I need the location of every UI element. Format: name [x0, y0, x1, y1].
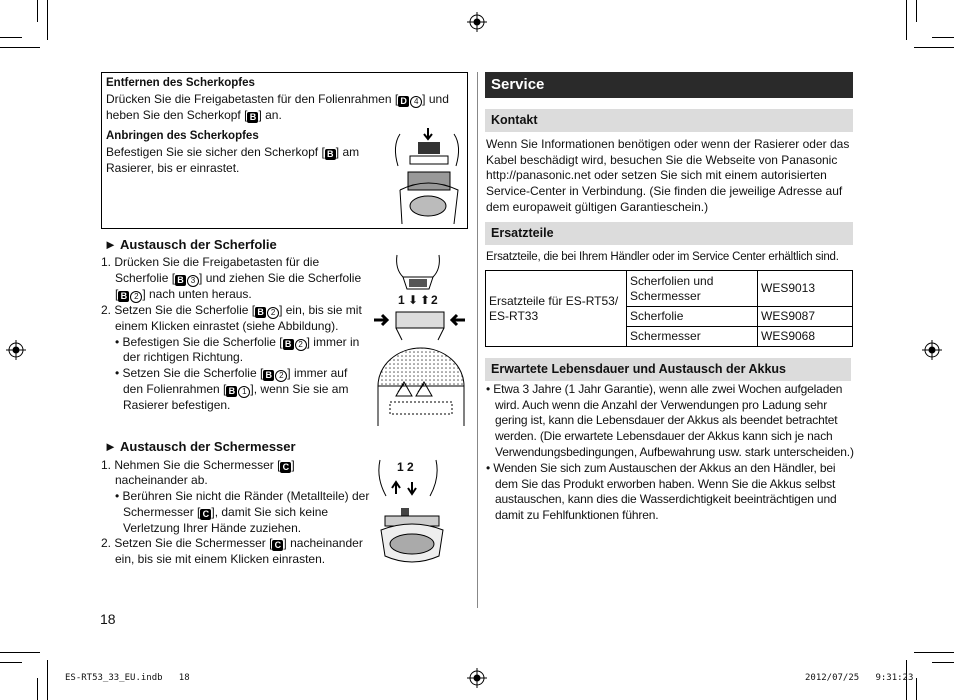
blade-insert-illustration [379, 506, 445, 570]
ref-badge: B [255, 307, 266, 318]
part-code: WES9013 [758, 271, 853, 307]
contact-line: Kabel beschädigt wird, besuchen Sie die Webseite von Panasonic [486, 152, 838, 167]
registration-mark-icon [467, 668, 487, 688]
foil-bullet2-c: Rasierer befestigen. [123, 398, 231, 412]
attach-head-line2: Rasierer, bis er einrastet. [106, 161, 240, 175]
contact-line: Wenn Sie Informationen benötigen oder wenn der Rasierer oder das [486, 137, 850, 151]
attach-head-line1: Befestigen Sie sie sicher den Scherkopf [ B ] am [106, 145, 360, 159]
crop-mark [0, 662, 22, 663]
foil-direction-illustration [376, 346, 466, 426]
foil-fig-label-1: 1 [398, 293, 405, 307]
foil-fig-label-2: 2 [431, 293, 438, 307]
battery-line: dem Sie das Produkt erworben haben. Wenn Sie die Akkus selbst [495, 476, 836, 491]
blade-fig-label: 1 2 [397, 460, 414, 474]
battery-line: • Etwa 3 Jahre (1 Jahr Garantie), wenn alle zwei Wochen aufgeladen [486, 382, 843, 396]
battery-line: werden. (Die erwartete Lebensdauer der Akkus kann sich je nach [495, 429, 833, 444]
crop-mark [932, 37, 954, 38]
ref-badge: B [226, 386, 237, 397]
ref-badge: D [398, 96, 409, 107]
ref-number: 2 [130, 291, 142, 303]
foil-bullet2-b: den Folienrahmen [ B 1 ], wenn Sie sie am [123, 382, 349, 396]
parts-note: Ersatzteile, die bei Ihrem Händler oder im Service Center erhältlich sind. [486, 251, 839, 263]
crop-mark [0, 652, 40, 653]
crop-mark [37, 0, 38, 22]
foil-release-illustration [393, 253, 443, 295]
column-divider [477, 72, 478, 608]
contact-line: dem europaweit gültigen Garantieschein.) [486, 199, 709, 214]
contact-text [486, 137, 854, 216]
blade-bullet1-a: • Berühren Sie nicht die Ränder (Metallteile) der [115, 489, 370, 503]
battery-line: • Wenden Sie sich zum Austauschen der Akkus an den Händler, bei [486, 461, 836, 475]
registration-mark-icon [6, 340, 26, 360]
ref-number: 2 [295, 339, 307, 351]
attach-head-title: Anbringen des Scherkopfes [106, 130, 259, 142]
remove-head-line2: heben Sie den Scherkopf [ B ] an. [106, 108, 282, 122]
footer-datetime: 2012/07/25 9:31:23 [805, 673, 914, 683]
ref-number: 2 [275, 370, 287, 382]
page-number: 18 [100, 611, 116, 627]
shaver-head-illustration [388, 126, 466, 226]
ref-number: 4 [410, 96, 422, 108]
crop-mark [47, 0, 48, 40]
ref-badge: B [175, 275, 186, 286]
remove-head-title: Entfernen des Scherkopfes [106, 77, 255, 89]
foil-bullet1-a: • Befestigen Sie die Scherfolie [ B 2 ] immer in [115, 335, 360, 349]
parts-table [485, 270, 853, 347]
blade-step1-a: 1. Nehmen Sie die Schermesser [ C ] [101, 458, 295, 472]
part-code: WES9087 [758, 307, 853, 327]
part-name: Schermesser [627, 327, 758, 347]
battery-bullet-1 [486, 382, 854, 461]
footer-file: ES-RT53_33_EU.indb 18 [65, 673, 190, 683]
ref-badge: C [272, 540, 283, 551]
registration-mark-icon [467, 12, 487, 32]
crop-mark [47, 660, 48, 700]
parts-row-label: Ersatzteile für ES-RT53/ ES-RT33 [486, 271, 627, 347]
crop-mark [0, 47, 40, 48]
arrow-up-icon: ⬆ [420, 293, 431, 307]
ref-number: 2 [267, 307, 279, 319]
arrow-down-icon: ⬇ [408, 293, 419, 307]
crop-mark [916, 678, 917, 700]
foil-step1-c: [ B 2 ] nach unten heraus. [115, 287, 252, 301]
battery-line: Verwendungsbedingungen, Aufbewahrung usw. stark unterscheiden.) [495, 444, 854, 459]
blade-step2-b: ein, bis sie mit einem Klicken einrasten. [115, 552, 326, 566]
ref-badge: B [247, 112, 258, 123]
remove-head-line1: Drücken Sie die Freigabetasten für den Folienrahmen [ D 4 ] und [106, 92, 449, 106]
crop-mark [916, 0, 917, 22]
battery-heading: Erwartete Lebensdauer und Austausch der Akkus [485, 358, 851, 381]
foil-bullet2-a: • Setzen Sie die Scherfolie [ B 2 ] immer auf [115, 366, 348, 380]
contact-line: Service-Center in Verbindung. (Sie finden die jeweilige Adresse auf [486, 184, 843, 199]
blade-step1-b: nacheinander ab. [115, 473, 208, 487]
battery-line: wird. Auch wenn die Anzahl der Verwendungen pro Ladung sehr [495, 397, 828, 412]
blade-bullet1-c: Verletzung Ihrer Hände zuziehen. [123, 521, 302, 535]
parts-heading: Ersatzteile [485, 222, 853, 245]
foil-bullet1-b: der richtigen Richtung. [123, 350, 244, 364]
crop-mark [906, 0, 907, 40]
foil-step2-a: 2. Setzen Sie die Scherfolie [ B 2 ] ein, bis sie mit [101, 303, 362, 317]
contact-line: http://panasonic.net oder setzen Sie sich mit einem autorisierten [486, 168, 827, 183]
blade-bullet1-b: Schermesser [ C ], damit Sie sich keine [123, 505, 329, 519]
battery-bullet-2 [486, 461, 854, 524]
foil-insert-illustration [372, 308, 467, 342]
blade-heading: ► Austausch der Schermesser [104, 439, 296, 454]
part-code: WES9068 [758, 327, 853, 347]
battery-line: gering ist, kann die Lebensdauer der Akkus als beendet betrachtet [495, 413, 838, 428]
part-name: Scherfolie [627, 307, 758, 327]
crop-mark [914, 652, 954, 653]
battery-line: austauschen, kann dies die Wasserdichtigkeit beeinträchtigen und [495, 492, 837, 507]
registration-mark-icon [922, 340, 942, 360]
crop-mark [37, 678, 38, 700]
blade-step2-a: 2. Setzen Sie die Schermesser [ C ] nacheinander [101, 536, 363, 550]
ref-badge: B [283, 339, 294, 350]
foil-step1-a: 1. Drücken Sie die Freigabetasten für die [101, 255, 320, 269]
foil-step2-b: einem Klicken einrastet (siehe Abbildung). [115, 319, 339, 333]
ref-number: 1 [238, 386, 250, 398]
ref-badge: B [263, 370, 274, 381]
ref-number: 3 [187, 275, 199, 287]
ref-badge: B [325, 149, 336, 160]
foil-heading: ► Austausch der Scherfolie [104, 237, 277, 252]
ref-badge: B [118, 291, 129, 302]
crop-mark [932, 662, 954, 663]
contact-heading: Kontakt [485, 109, 853, 132]
part-name: Scherfolien und Schermesser [627, 271, 758, 307]
service-title: Service [485, 72, 853, 98]
foil-step1-b: Scherfolie [ B 3 ] und ziehen Sie die Scherfolie [115, 271, 362, 285]
battery-line: damit zu Fehlfunktionen führen. [495, 508, 659, 523]
crop-mark [914, 47, 954, 48]
crop-mark [0, 37, 22, 38]
ref-badge: C [200, 509, 211, 520]
ref-badge: C [280, 462, 291, 473]
